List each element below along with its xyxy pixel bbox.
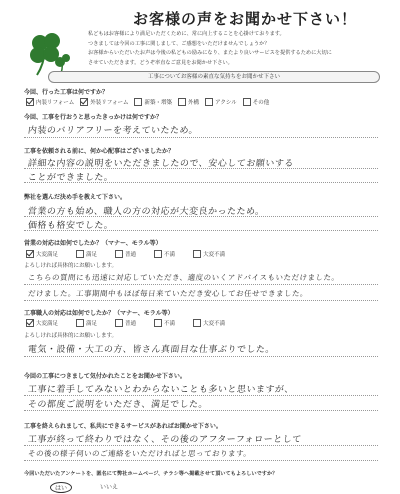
q6-option-very-satisfied[interactable]: 大変満足	[26, 319, 58, 327]
intro-line: 私どもはお客様により満足いただくために、常に向上することを心掛けております。	[88, 31, 285, 37]
checkbox[interactable]	[76, 250, 84, 258]
q2-answer: 内装のバリアフリーを考えていたため。	[27, 126, 199, 136]
section-banner: 工事についてお客様の素直な気持ちをお聞かせ下さい	[48, 71, 380, 83]
q4-label: 弊社を選んだ決め手を教えて下さい。	[24, 194, 127, 201]
checkbox[interactable]	[26, 250, 34, 258]
q2-label: 今回、工事を行おうと思ったきっかけは何ですか？	[24, 114, 163, 121]
answer-line	[24, 216, 378, 217]
answer-line	[24, 168, 378, 169]
q9-options	[50, 482, 118, 493]
checkbox[interactable]	[193, 250, 201, 258]
checkbox[interactable]	[76, 319, 84, 327]
answer-line	[24, 395, 378, 396]
q1-label: 今回、行った工事は何ですか？	[24, 89, 109, 96]
q3-label: 工事を依頼される前に、何か心配事はございましたか？	[24, 148, 175, 155]
checkbox[interactable]	[134, 98, 142, 106]
intro-line: つきましては今回の工事に関しまして、ご感想をいただけませんでしょうか？	[88, 40, 270, 47]
q8-answer-line1: 工事が終って終わりではなく、その後のアフターフォローとして	[27, 435, 303, 445]
q1-option-exterior[interactable]: 外装リフォーム	[80, 98, 128, 106]
q9-label: 今回いただいたアンケートを、匿名にて弊社ホームページ、チラシ等へ掲載させて頂いてもよろしいですか？	[24, 471, 278, 477]
q6-answer: 電気・設備・大工の方、皆さん真面目な仕事ぶりでした。	[27, 345, 276, 355]
q4-answer-line1: 営業の方も始め、職人の方の対応が大変良かったため。	[27, 207, 266, 217]
q6-option-normal[interactable]: 普通	[115, 319, 136, 327]
q7-label: 今回の工事につきまして気付かれたことをお聞かせ下さい。	[24, 373, 186, 380]
answer-line	[24, 460, 378, 461]
q5-option-very-dissatisfied[interactable]: 大変不満	[193, 250, 225, 258]
checkbox[interactable]	[193, 319, 201, 327]
intro-text	[88, 30, 388, 68]
q5-answer-line2: だけました。工事期間中もほぼ毎日来ていただき安心してお任せできました。	[27, 289, 309, 298]
checkbox[interactable]	[205, 98, 213, 106]
q5-answer-line1: こちらの質問にも迅速に対応していただき、適度のいくアドバイスもいただけました。	[27, 273, 340, 282]
q5-option-dissatisfied[interactable]: 不満	[154, 250, 175, 258]
answer-line	[24, 445, 378, 446]
q7-answer-line1: 工事に着手してみないとわからないことも多いと思いますが、	[27, 385, 295, 395]
answer-line	[24, 410, 378, 411]
q9-option-no[interactable]: いいえ	[100, 484, 119, 491]
checkbox[interactable]	[115, 319, 123, 327]
q1-option-interior[interactable]: 内装リフォーム	[26, 98, 74, 106]
checkbox[interactable]	[178, 98, 186, 106]
q6-option-dissatisfied[interactable]: 不満	[154, 319, 175, 327]
q8-answer-line2: その後の様子伺いのご連絡をいただければと思っております。	[27, 449, 252, 458]
answer-line	[24, 284, 378, 285]
checkbox[interactable]	[26, 98, 34, 106]
q9-option-yes[interactable]: はい	[50, 482, 72, 493]
q7-answer-line2: その都度ご説明をいただき、満足でした。	[27, 400, 209, 410]
q5-options	[26, 250, 225, 258]
q6-options	[26, 319, 225, 327]
checkbox[interactable]	[154, 319, 162, 327]
intro-line: お客様からいただいたお声は今後の私どもの励みになり、またより良いサービスを提供するために大切に	[88, 50, 332, 56]
checkbox[interactable]	[154, 250, 162, 258]
checkbox[interactable]	[243, 98, 251, 106]
q6-label: 工事職人の対応は如何でしたか？（マナー、モラル等）	[24, 310, 174, 317]
q5-option-normal[interactable]: 普通	[115, 250, 136, 258]
q1-option-other[interactable]: その他	[243, 98, 270, 106]
q1-option-newbuild[interactable]: 新築・増築	[134, 98, 172, 106]
answer-line	[24, 356, 378, 357]
checkbox[interactable]	[80, 98, 88, 106]
q8-label: 工事を終えられまして、私共にできるサービスがあればお聞かせ下さい。	[24, 423, 222, 430]
q6-detail-label: よろしければ具体的にお願いします。	[24, 333, 118, 339]
q3-answer-line1: 詳細な内容の説明をいただきましたので、安心してお願いする	[27, 159, 295, 169]
answer-line	[24, 230, 378, 231]
q1-option-axil[interactable]: アクシル	[205, 98, 237, 106]
q5-option-satisfied[interactable]: 満足	[76, 250, 97, 258]
q5-option-very-satisfied[interactable]: 大変満足	[26, 250, 58, 258]
checkbox[interactable]	[115, 250, 123, 258]
q5-detail-label: よろしければ具体的にお願いします。	[24, 263, 118, 269]
q1-options	[26, 98, 269, 106]
q5-label: 営業の対応は如何でしたか？（マナー、モラル等）	[24, 240, 162, 247]
q1-option-exterior-works[interactable]: 外構	[178, 98, 199, 106]
q6-option-very-dissatisfied[interactable]: 大変不満	[193, 319, 225, 327]
q4-answer-line2: 価格も格安でした。	[27, 221, 114, 231]
page-title: お客様の声をお聞かせ下さい！	[132, 10, 357, 28]
q6-option-satisfied[interactable]: 満足	[76, 319, 97, 327]
intro-line: させていただきます。どうぞ率直なご意見をお聞かせ下さい。	[88, 59, 233, 66]
answer-line	[24, 182, 378, 183]
q3-answer-line2: ことができました。	[27, 173, 114, 183]
checkbox[interactable]	[26, 319, 34, 327]
answer-line	[24, 137, 378, 138]
answer-line	[24, 300, 378, 301]
